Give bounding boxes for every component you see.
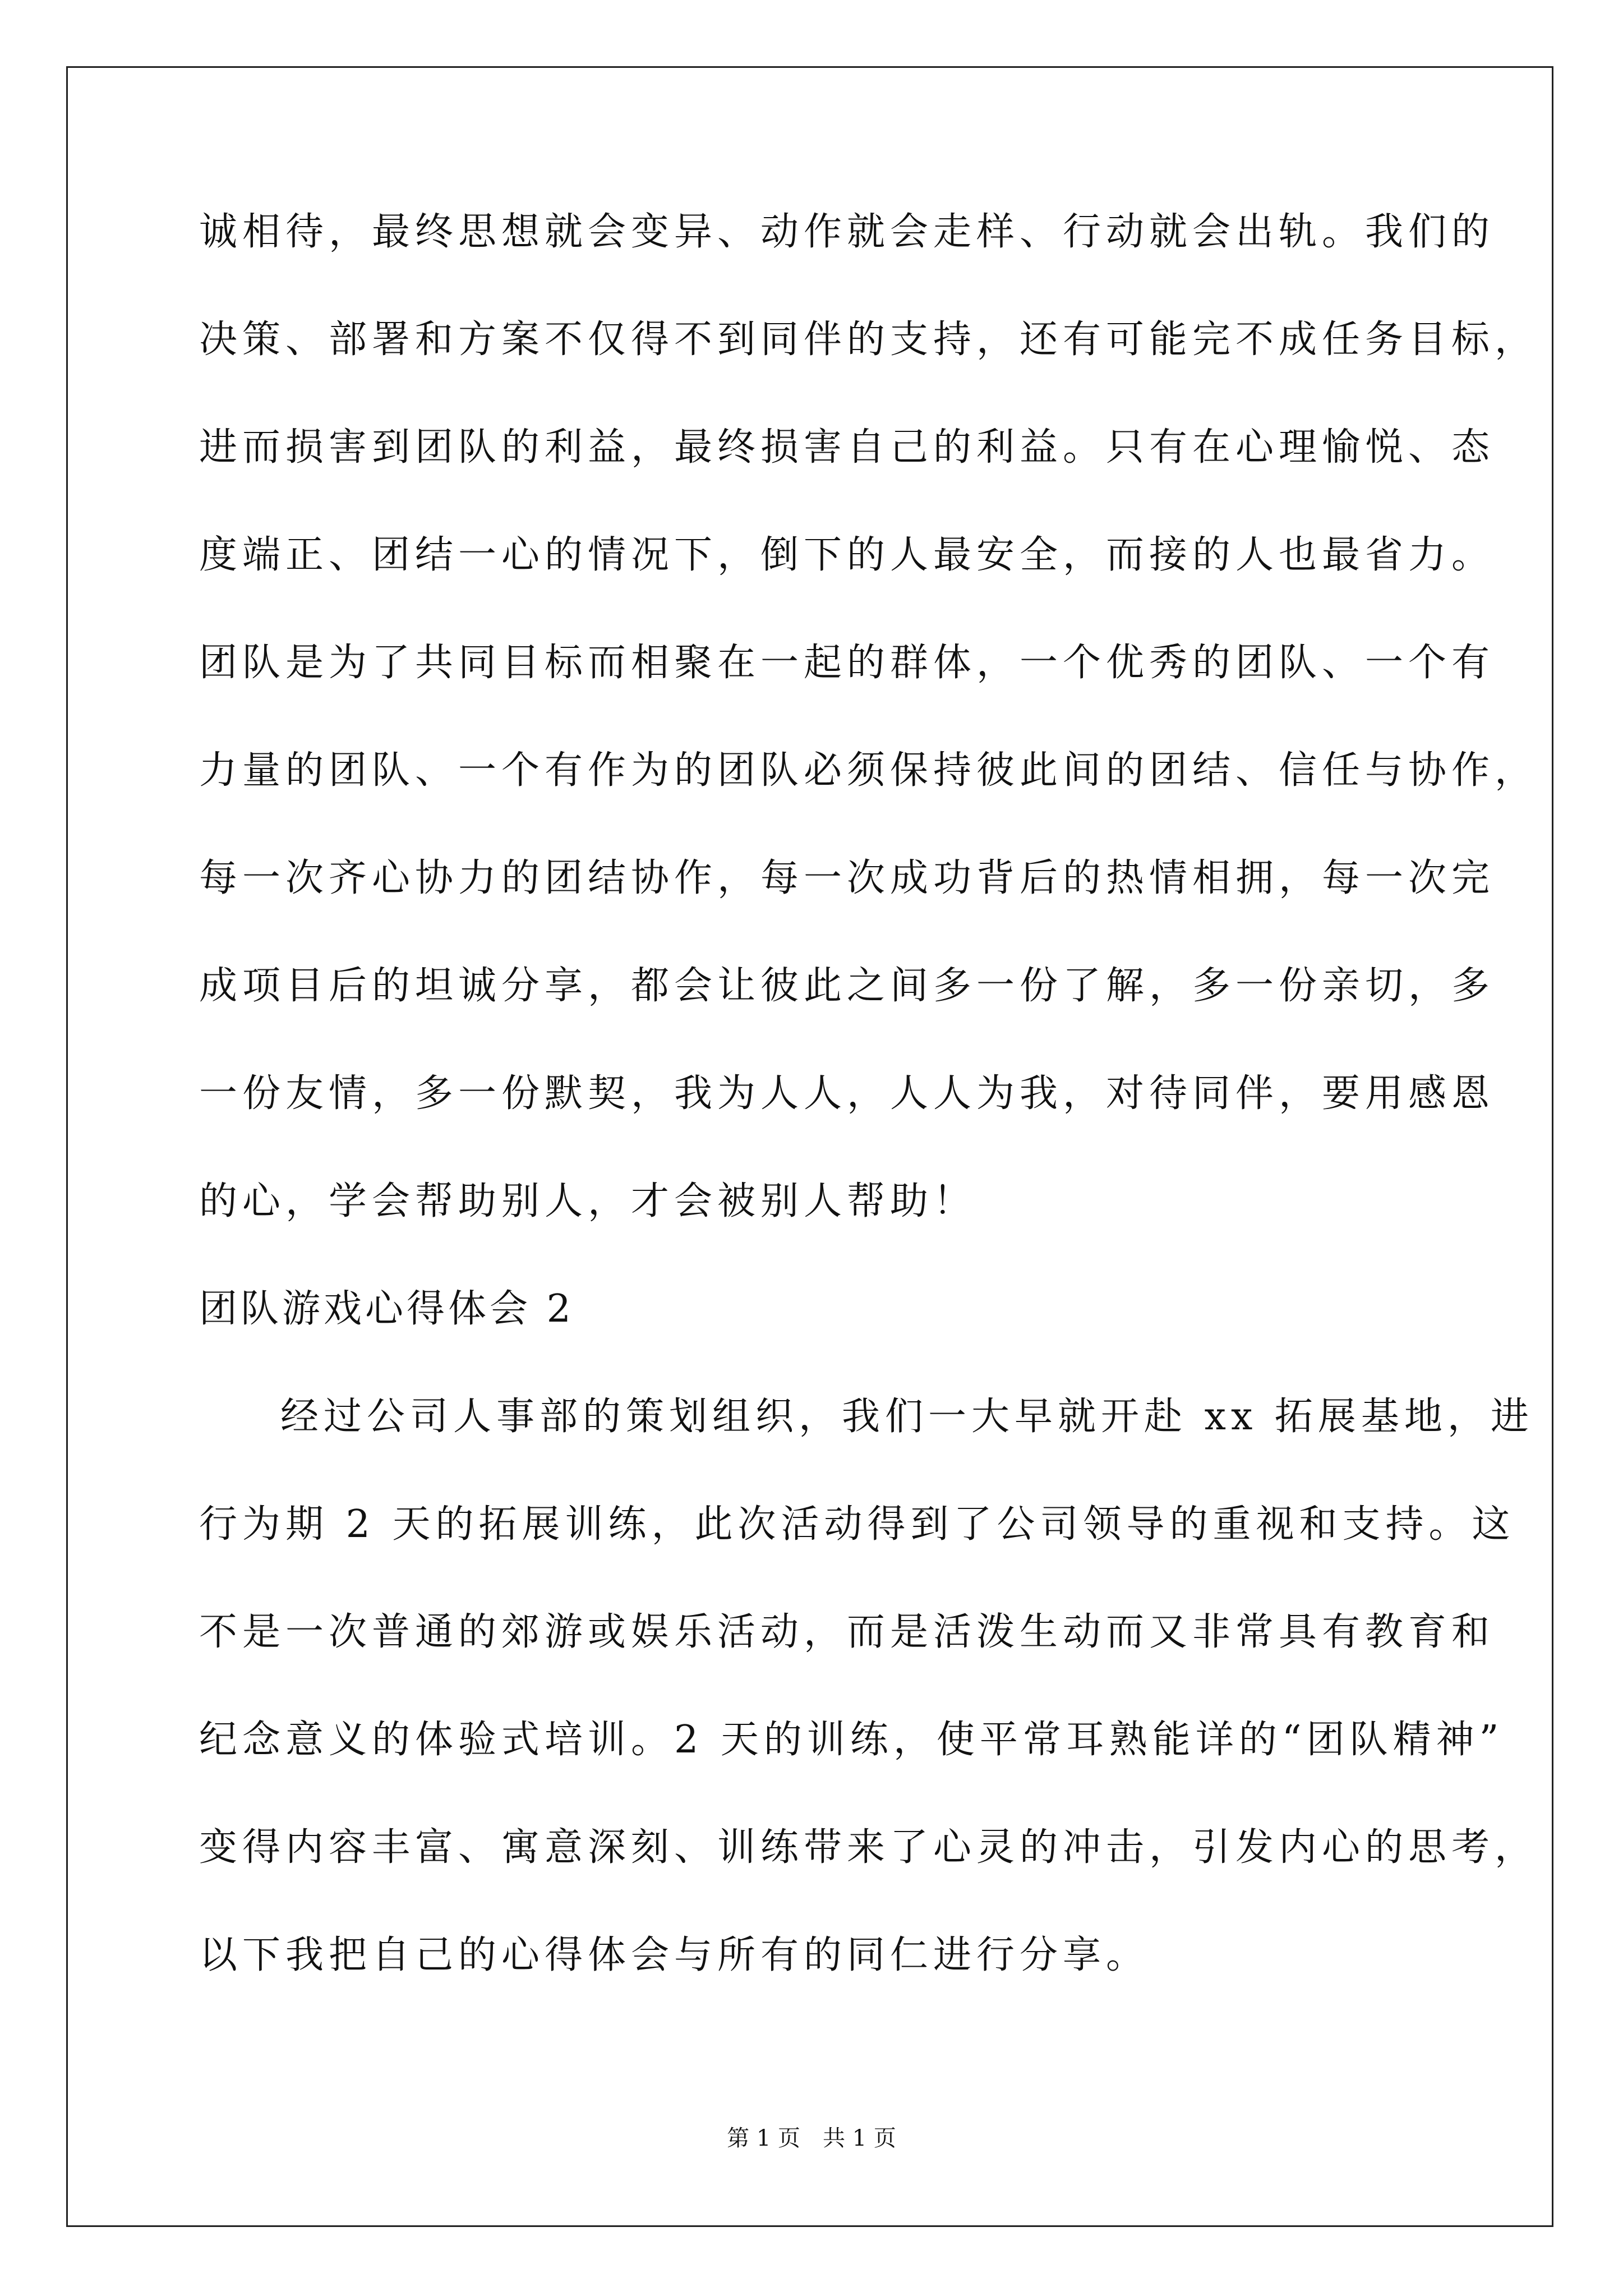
text-line: 度端正、团结一心的情况下，倒下的人最安全，而接的人也最省力。 [199,533,1495,577]
section-heading: 团队游戏心得体会 2 [199,1287,574,1331]
text-line: 团队是为了共同目标而相聚在一起的群体，一个优秀的团队、一个有 [199,641,1495,685]
text-line: 成项目后的坦诚分享，都会让彼此之间多一份了解，多一份亲切，多 [199,964,1495,1008]
page-number-footer: 第 1 页 共 1 页 [727,2125,896,2151]
text-line: 进而损害到团队的利益，最终损害自己的利益。只有在心理愉悦、态 [199,425,1495,470]
text-line: 的心，学会帮助别人，才会被别人帮助！ [199,1179,977,1223]
text-line: 决策、部署和方案不仅得不到同伴的支持，还有可能完不成任务目标， [199,318,1538,362]
text-line: 不是一次普通的郊游或娱乐活动，而是活泼生动而又非常具有教育和 [199,1610,1495,1654]
paragraph-first-line: 经过公司人事部的策划组织，我们一大早就开赴 xx 拓展基地，进 [280,1395,1534,1439]
text-line: 一份友情，多一份默契，我为人人，人人为我，对待同伴，要用感恩 [199,1071,1495,1116]
text-line: 以下我把自己的心得体会与所有的同仁进行分享。 [199,1933,1150,1977]
text-line: 力量的团队、一个有作为的团队必须保持彼此间的团结、信任与协作， [199,748,1538,793]
text-line: 变得内容丰富、寓意深刻、训练带来了心灵的冲击，引发内心的思考， [199,1825,1538,1870]
document-body [199,210,1538,2044]
text-line: 诚相待，最终思想就会变异、动作就会走样、行动就会出轨。我们的 [199,210,1495,254]
text-line: 每一次齐心协力的团结协作，每一次成功背后的热情相拥，每一次完 [199,856,1495,900]
text-line: 纪念意义的体验式培训。2 天的训练，使平常耳熟能详的“团队精神” [199,1718,1504,1762]
text-line: 行为期 2 天的拓展训练，此次活动得到了公司领导的重视和支持。这 [199,1502,1515,1547]
